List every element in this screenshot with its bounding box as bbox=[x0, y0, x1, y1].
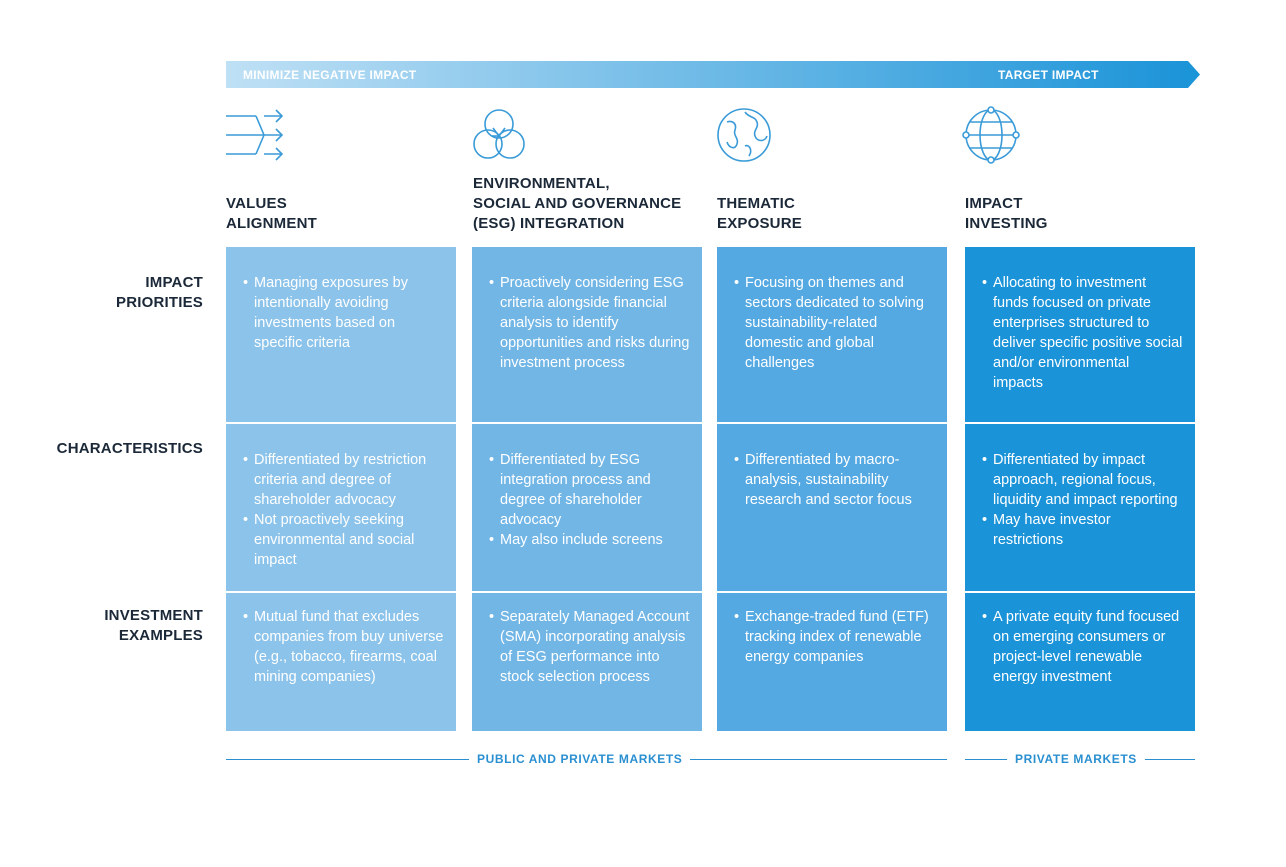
bullet-item: • Differentiated by impact approach, regional focus, liquidity and impact reporting bbox=[982, 450, 1183, 510]
column-title-esg-integration: ENVIRONMENTAL, SOCIAL AND GOVERNANCE (ESG) INTEGRATION bbox=[473, 175, 682, 232]
cell-thematic-priorities bbox=[717, 247, 947, 422]
cell-esg-characteristics bbox=[472, 424, 702, 591]
bullet-item: • Focusing on themes and sectors dedicated to solving sustainability-related domestic and global challenges bbox=[734, 273, 935, 373]
minimize-negative-impact-label: MINIMIZE NEGATIVE IMPACT bbox=[243, 68, 417, 82]
cell-values-characteristics bbox=[226, 424, 456, 591]
column-title-thematic-exposure: THEMATIC EXPOSURE bbox=[717, 195, 802, 232]
cell-esg-priorities bbox=[472, 247, 702, 422]
row-label-investment-examples: INVESTMENT EXAMPLES bbox=[104, 607, 203, 644]
cycle-circles-icon bbox=[470, 106, 528, 164]
bullet-item: • A private equity fund focused on emerging consumers or project-level renewable energy investment bbox=[982, 607, 1183, 687]
bullet-item: • Mutual fund that excludes companies from buy universe (e.g., tobacco, firearms, coal mining companies) bbox=[243, 607, 444, 687]
bullet-item: • Proactively considering ESG criteria alongside financial analysis to identify opportunities and risks during investment process bbox=[489, 273, 690, 373]
arrows-merge-icon bbox=[226, 107, 284, 165]
cell-values-examples bbox=[226, 593, 456, 731]
column-title-values-alignment: VALUES ALIGNMENT bbox=[226, 195, 317, 232]
bullet-item: • Allocating to investment funds focused on private enterprises structured to deliver specific positive social and/or environmental impacts bbox=[982, 273, 1183, 393]
cell-values-priorities bbox=[226, 247, 456, 422]
target-impact-label: TARGET IMPACT bbox=[998, 68, 1099, 82]
row-label-characteristics: CHARACTERISTICS bbox=[56, 440, 203, 457]
bullet-item: • Managing exposures by intentionally avoiding investments based on specific criteria bbox=[243, 273, 444, 353]
bullet-item: • Exchange-traded fund (ETF) tracking index of renewable energy companies bbox=[734, 607, 935, 667]
bullet-item: • May have investor restrictions bbox=[982, 510, 1183, 550]
private-markets-label: PRIVATE MARKETS bbox=[1007, 752, 1145, 766]
public-private-markets-label: PUBLIC AND PRIVATE MARKETS bbox=[469, 752, 690, 766]
column-title-impact-investing: IMPACT INVESTING bbox=[965, 195, 1048, 232]
row-label-impact-priorities: IMPACT PRIORITIES bbox=[115, 274, 203, 311]
cell-impact-priorities bbox=[965, 247, 1195, 422]
bullet-item: • Differentiated by macro-analysis, sustainability research and sector focus bbox=[734, 450, 935, 510]
bullet-item: • Separately Managed Account (SMA) incorporating analysis of ESG performance into stock selection process bbox=[489, 607, 690, 687]
cell-impact-examples bbox=[965, 593, 1195, 731]
cell-impact-characteristics bbox=[965, 424, 1195, 591]
globe-network-icon bbox=[962, 106, 1020, 164]
cell-esg-examples bbox=[472, 593, 702, 731]
globe-icon bbox=[715, 106, 773, 164]
bullet-item: • Differentiated by ESG integration process and degree of shareholder advocacy bbox=[489, 450, 690, 530]
cell-thematic-characteristics bbox=[717, 424, 947, 591]
bullet-item: • Not proactively seeking environmental and social impact bbox=[243, 510, 444, 570]
bullet-item: • Differentiated by restriction criteria and degree of shareholder advocacy bbox=[243, 450, 444, 510]
cell-thematic-examples bbox=[717, 593, 947, 731]
bullet-item: • May also include screens bbox=[489, 530, 690, 550]
